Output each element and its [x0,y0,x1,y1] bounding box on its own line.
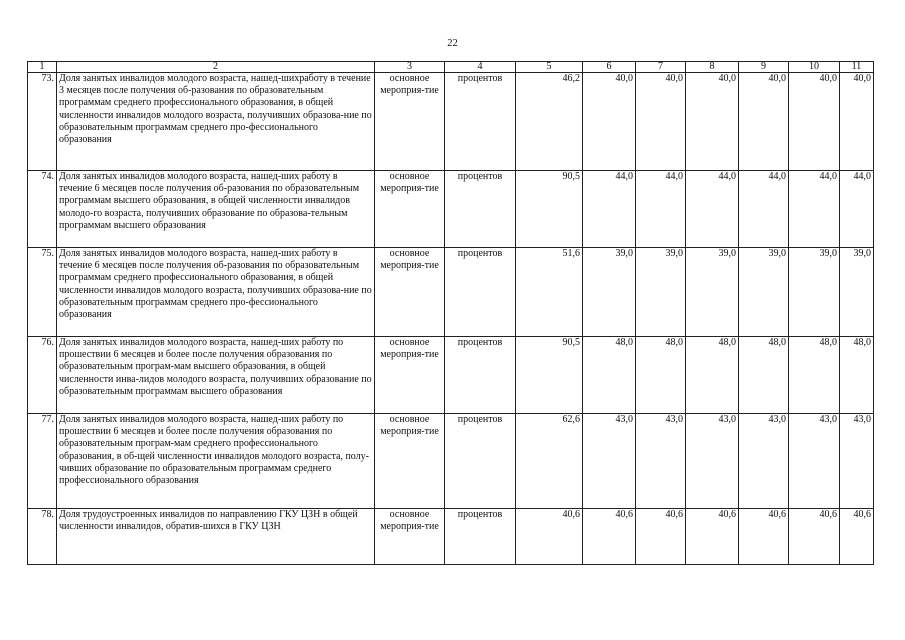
indicator-value: 40,0 [583,73,636,171]
indicator-value: 40,6 [636,509,686,565]
indicator-unit: процентов [445,414,516,509]
column-header: 5 [516,62,583,73]
indicator-name: Доля занятых инвалидов молодого возраста, нашед-ших работу по прошествии 6 месяцев и более после получения образования по образовательным програм-мам высшего образования, в общей численности инва-лидов молодого возраста, получивших образование по образовательным программам высшего образования [57,337,375,414]
indicator-value: 48,0 [636,337,686,414]
indicator-value: 48,0 [583,337,636,414]
indicator-type: основное мероприя-тие [375,509,445,565]
column-header: 7 [636,62,686,73]
indicator-value: 90,5 [516,171,583,248]
indicator-value: 40,6 [583,509,636,565]
indicator-type: основное мероприя-тие [375,248,445,337]
column-header: 9 [739,62,789,73]
table-row [28,248,874,337]
table-row [28,414,874,509]
indicator-value: 43,0 [789,414,840,509]
column-header: 11 [840,62,874,73]
column-header: 1 [28,62,57,73]
indicator-value: 39,0 [686,248,739,337]
indicator-name: Доля занятых инвалидов молодого возраста, нашед-ших работу в течение 6 месяцев после получения об-разования по образовательным программам среднего профессионального образования, в общей численности инвалидов молодого возраста, получивших образова-ние по образовательным программам среднего про-фессионального образования [57,248,375,337]
indicator-value: 44,0 [840,171,874,248]
indicator-value: 48,0 [739,337,789,414]
table-row [28,509,874,565]
indicator-value: 43,0 [686,414,739,509]
indicator-value: 40,6 [516,509,583,565]
indicator-value: 40,0 [840,73,874,171]
indicator-value: 44,0 [686,171,739,248]
table-row [28,73,874,171]
indicator-value: 43,0 [636,414,686,509]
indicator-value: 48,0 [789,337,840,414]
indicator-value: 48,0 [840,337,874,414]
table-row [28,171,874,248]
indicator-value: 40,0 [686,73,739,171]
indicator-value: 43,0 [583,414,636,509]
indicator-value: 39,0 [583,248,636,337]
indicator-value: 43,0 [739,414,789,509]
indicators-table [27,61,874,565]
row-number: 78. [28,509,57,565]
column-header: 10 [789,62,840,73]
indicator-value: 90,5 [516,337,583,414]
indicator-value: 44,0 [739,171,789,248]
column-header: 3 [375,62,445,73]
indicator-unit: процентов [445,171,516,248]
row-number: 74. [28,171,57,248]
indicator-value: 39,0 [636,248,686,337]
indicator-type: основное мероприя-тие [375,73,445,171]
indicator-unit: процентов [445,509,516,565]
indicator-value: 51,6 [516,248,583,337]
indicator-value: 40,6 [840,509,874,565]
column-header: 4 [445,62,516,73]
indicator-value: 39,0 [739,248,789,337]
indicator-value: 44,0 [789,171,840,248]
indicator-value: 62,6 [516,414,583,509]
indicator-unit: процентов [445,337,516,414]
table-row [28,337,874,414]
indicator-value: 44,0 [636,171,686,248]
indicator-type: основное мероприя-тие [375,171,445,248]
column-header: 8 [686,62,739,73]
column-header: 2 [57,62,375,73]
indicator-value: 44,0 [583,171,636,248]
row-number: 75. [28,248,57,337]
indicator-type: основное мероприя-тие [375,337,445,414]
indicator-unit: процентов [445,73,516,171]
row-number: 73. [28,73,57,171]
indicator-value: 43,0 [840,414,874,509]
indicator-value: 40,6 [686,509,739,565]
indicator-value: 39,0 [840,248,874,337]
row-number: 76. [28,337,57,414]
indicator-name: Доля занятых инвалидов молодого возраста, нашед-шихработу в течение 3 месяцев после получения об-разования по образовательным программам среднего профессионального образования, в общей численности инвалидов молодого возраста, получивших образова-ние по образовательным программам среднего про-фессионального образования [57,73,375,171]
indicator-value: 40,0 [636,73,686,171]
indicator-type: основное мероприя-тие [375,414,445,509]
indicator-value: 40,6 [789,509,840,565]
indicator-value: 40,0 [789,73,840,171]
indicator-value: 40,6 [739,509,789,565]
indicator-value: 46,2 [516,73,583,171]
indicator-value: 39,0 [789,248,840,337]
column-header: 6 [583,62,636,73]
page-number: 22 [447,38,458,49]
indicator-unit: процентов [445,248,516,337]
indicator-name: Доля занятых инвалидов молодого возраста, нашед-ших работу по прошествии 6 месяцев и более после получения образования по образовательным програм-мам среднего профессионального образования, в об-щей численности инвалидов молодого возраста, полу-чивших образование по образовательным программам среднего профессионального образования [57,414,375,509]
indicator-value: 48,0 [686,337,739,414]
indicator-value: 40,0 [739,73,789,171]
table-header-row [28,62,874,73]
row-number: 77. [28,414,57,509]
indicator-name: Доля трудоустроенных инвалидов по направлению ГКУ ЦЗН в общей численности инвалидов, обратив-шихся в ГКУ ЦЗН [57,509,375,565]
indicator-name: Доля занятых инвалидов молодого возраста, нашед-ших работу в течение 6 месяцев после получения об-разования по образовательным программам высшего образования, в общей численности инвалидов молодо-го возраста, получивших образование по образова-тельным программам высшего образования [57,171,375,248]
